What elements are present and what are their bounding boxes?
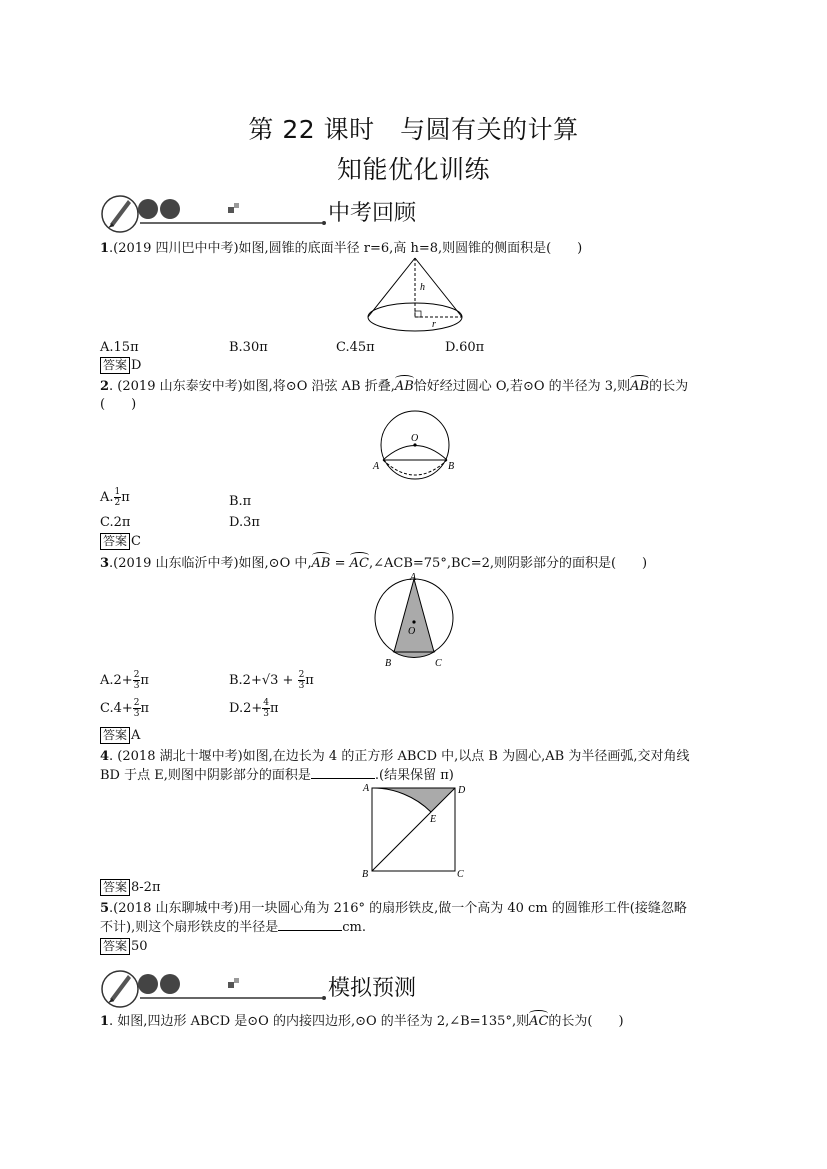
answer-value: 50 xyxy=(131,939,148,954)
section-title: 中考回顾 xyxy=(328,201,417,226)
answer-blank xyxy=(278,918,342,931)
question-stem: .(2019 四川巴中中考)如图,圆锥的底面半径 r=6,高 h=8,则圆锥的侧面积是( ) xyxy=(109,241,583,256)
answer-tag: 答案 xyxy=(100,533,130,550)
answer-value: C xyxy=(131,534,141,549)
answer-3 xyxy=(100,727,140,744)
question-stem: .(结果保留 π) xyxy=(374,768,454,783)
option-b: B.π xyxy=(229,494,252,509)
question-stem: 的长为 xyxy=(649,379,689,394)
question-stem: .(2018 山东聊城中考)用一块圆心角为 216° 的扇形铁皮,做一个高为 40 cm 的圆锥形工件(接缝忽略 xyxy=(109,901,687,916)
question-stem: . (2018 湖北十堰中考)如图,在边长为 4 的正方形 ABCD 中,以点 B 为圆心,AB 为半径画弧,交对角线 xyxy=(109,749,690,764)
section-banner-icon xyxy=(100,965,330,1015)
section-header-moni xyxy=(100,965,460,1015)
option-c: C.4+ $\frac{2}{3}$ π xyxy=(100,698,150,719)
option-c: C.2π xyxy=(100,515,131,530)
question-stem: 恰好经过圆心 O,若⊙O 的半径为 3,则 xyxy=(413,379,631,394)
label-h: h xyxy=(420,282,425,293)
arc-ac: AC xyxy=(529,1014,549,1029)
question-number: 1 xyxy=(100,241,110,256)
label-b: B xyxy=(448,461,455,472)
option-c: C.45π xyxy=(336,340,375,355)
option-b: B.2+√3 + $\frac{2}{3}$ π xyxy=(229,670,314,691)
question-stem: ,∠ACB=75°,BC=2,则阴影部分的面积是( ) xyxy=(368,556,648,571)
question-number: 3 xyxy=(100,556,110,571)
cone-figure xyxy=(360,255,470,345)
question-stem: 的长为( ) xyxy=(548,1014,624,1029)
section-header-zhongkao xyxy=(100,190,460,240)
question-stem: cm. xyxy=(342,920,366,935)
question-stem: .(2019 山东临沂中考)如图,⊙O 中, xyxy=(109,556,312,571)
option-d: D.2+ $\frac{4}{3}$ π xyxy=(229,698,279,719)
question-number: 2 xyxy=(100,379,110,394)
option-d: D.3π xyxy=(229,515,260,530)
arc-ab: AB xyxy=(630,379,650,394)
square-arc-figure xyxy=(360,783,470,883)
option-a: A.2+ $\frac{2}{3}$ π xyxy=(100,670,149,691)
question-stem: . 如图,四边形 ABCD 是⊙O 的内接四边形,⊙O 的半径为 2,∠B=135°,则 xyxy=(109,1014,530,1029)
mock-question-1 xyxy=(100,1013,725,1031)
label-b: B xyxy=(385,658,392,669)
option-a: A.15π xyxy=(100,340,139,355)
question-stem: . (2019 山东泰安中考)如图,将⊙O 沿弦 AB 折叠, xyxy=(109,379,395,394)
label-o: O xyxy=(411,433,419,444)
answer-tag: 答案 xyxy=(100,727,130,744)
circle-triangle-figure xyxy=(364,570,464,670)
question-number: 1 xyxy=(100,1014,110,1029)
label-a: A xyxy=(373,461,380,472)
arc-ab: AB xyxy=(394,379,414,394)
question-stem: 不计),则这个扇形铁皮的半径是 xyxy=(100,920,279,935)
question-number: 5 xyxy=(100,901,110,916)
answer-2 xyxy=(100,533,141,550)
answer-5 xyxy=(100,938,148,955)
question-4 xyxy=(100,748,725,785)
label-e: E xyxy=(430,814,437,825)
question-stem: ( ) xyxy=(100,397,137,412)
section-title: 模拟预测 xyxy=(328,976,417,1001)
question-stem: BD 于点 E,则图中阴影部分的面积是 xyxy=(100,768,311,783)
section-banner-icon xyxy=(100,190,330,240)
arc-ab: AB xyxy=(311,556,331,571)
answer-value: D xyxy=(131,358,142,373)
label-r: r xyxy=(432,319,436,330)
answer-blank xyxy=(311,766,375,779)
answer-1 xyxy=(100,357,141,374)
label-c: C xyxy=(435,658,442,669)
page-subtitle: 知能优化训练 xyxy=(336,155,490,184)
label-c: C xyxy=(457,869,464,880)
label-a: A xyxy=(363,783,370,794)
answer-value: 8-2π xyxy=(131,880,161,895)
answer-tag: 答案 xyxy=(100,879,130,896)
page-title: 第 22 课时 与圆有关的计算 xyxy=(248,115,579,144)
option-b: B.30π xyxy=(229,340,268,355)
label-o: O xyxy=(408,626,416,637)
question-3: 3.(2019 山东临沂中考)如图,⊙O 中,AB = AC,∠ACB=75°,BC=2,则阴影部分的面积是( ) xyxy=(100,556,648,571)
question-number: 4 xyxy=(100,749,110,764)
label-d: D xyxy=(458,785,466,796)
answer-4 xyxy=(100,879,161,896)
circle-fold-figure xyxy=(365,408,465,488)
question-5 xyxy=(100,900,725,937)
label-a: A xyxy=(410,572,417,583)
answer-value: A xyxy=(131,728,141,743)
answer-tag: 答案 xyxy=(100,938,130,955)
label-b: B xyxy=(362,869,369,880)
arc-ac: AC xyxy=(349,556,369,571)
option-d: D.60π xyxy=(445,340,485,355)
option-a: A. $\frac{1}{2}$ π xyxy=(100,487,130,508)
answer-tag: 答案 xyxy=(100,357,130,374)
